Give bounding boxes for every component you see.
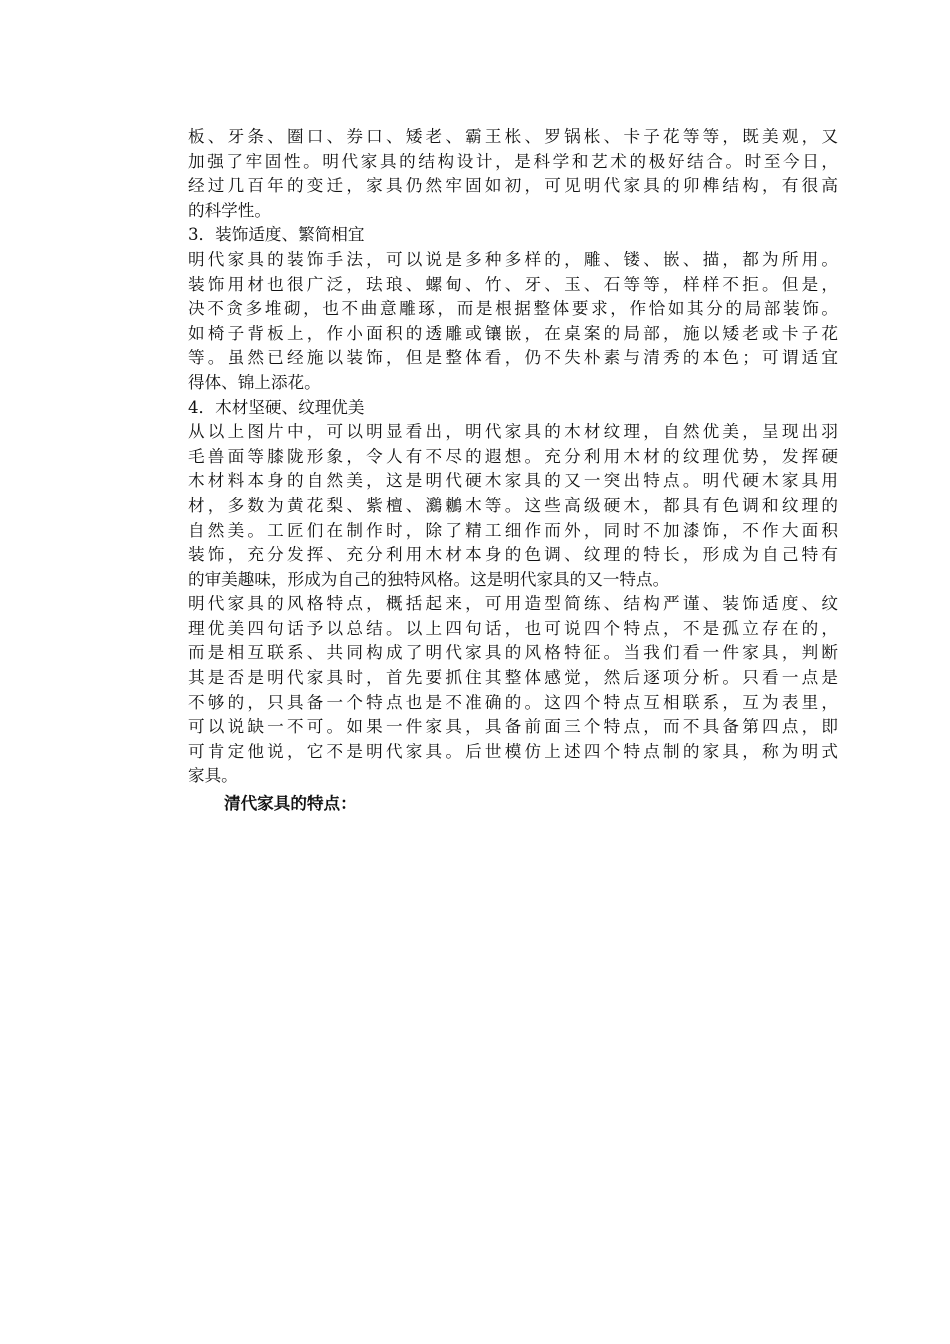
text-line: 其是否是明代家具时，首先要抓住其整体感觉，然后逐项分析。只看一点是 [188, 668, 838, 688]
text-line: 自然美。工匠们在制作时，除了精工细作而外，同时不加漆饰，不作大面积 [188, 520, 838, 540]
text-line: 经过几百年的变迁，家具仍然牢固如初，可见明代家具的卯榫结构，有很高 [188, 176, 838, 196]
paragraph-summary [188, 592, 838, 789]
text-line: 可以说缺一不可。如果一件家具，具备前面三个特点，而不具备第四点，即 [188, 717, 838, 737]
text-line: 从以上图片中，可以明显看出，明代家具的木材纹理，自然优美，呈现出羽 [188, 422, 838, 442]
qing-furniture-heading: 清代家具的特点： [224, 793, 357, 814]
paragraph-decoration [188, 248, 838, 396]
text-line: 决不贪多堆砌，也不曲意雕琢，而是根据整体要求，作恰如其分的局部装饰。 [188, 299, 838, 319]
text-line: 木材料本身的自然美，这是明代硬木家具的又一突出特点。明代硬木家具用 [188, 471, 838, 491]
text-line: 家具。 [188, 766, 238, 786]
text-line: 如椅子背板上，作小面积的透雕或镶嵌，在桌案的局部，施以矮老或卡子花 [188, 323, 838, 343]
section-heading-3: 3．装饰适度、繁简相宜 [188, 225, 365, 245]
text-line: 可肯定他说，它不是明代家具。后世模仿上述四个特点制的家具，称为明式 [188, 741, 838, 761]
section-heading-4: 4．木材坚硬、纹理优美 [188, 397, 365, 417]
paragraph-structure-continued [188, 125, 838, 223]
text-line: 加强了牢固性。明代家具的结构设计，是科学和艺术的极好结合。时至今日， [188, 151, 838, 171]
text-line: 等。虽然已经施以装饰，但是整体看，仍不失朴素与清秀的本色；可谓适宜 [188, 348, 838, 368]
document-body [188, 125, 838, 816]
text-line: 的审美趣味，形成为自己的独特风格。这是明代家具的又一特点。 [188, 569, 670, 589]
text-line: 板、牙条、圈口、券口、矮老、霸王枨、罗锅枨、卡子花等等，既美观，又 [188, 127, 838, 146]
text-line: 装饰，充分发挥、充分利用木材本身的色调、纹理的特长，形成为自己特有 [188, 545, 838, 565]
text-line: 材，多数为黄花梨、紫檀、鸂鶒木等。这些高级硬木，都具有色调和纹理的 [188, 495, 838, 515]
text-line: 理优美四句话予以总结。以上四句话，也可说四个特点，不是孤立存在的， [188, 618, 838, 638]
text-line: 而是相互联系、共同构成了明代家具的风格特征。当我们看一件家具，判断 [188, 643, 838, 663]
text-line: 装饰用材也很广泛，珐琅、螺甸、竹、牙、玉、石等等，样样不拒。但是， [188, 274, 838, 294]
text-line: 明代家具的风格特点，概括起来，可用造型简练、结构严谨、装饰适度、纹 [188, 594, 838, 614]
text-line: 不够的，只具备一个特点也是不准确的。这四个特点互相联系，互为表里， [188, 692, 838, 712]
text-line: 的科学性。 [188, 200, 271, 220]
text-line: 毛兽面等膝陇形象，令人有不尽的遐想。充分利用木材的纹理优势，发挥硬 [188, 446, 838, 466]
paragraph-wood [188, 420, 838, 592]
text-line: 明代家具的装饰手法，可以说是多种多样的，雕、镂、嵌、描，都为所用。 [188, 249, 838, 269]
text-line: 得体、锦上添花。 [188, 372, 321, 392]
